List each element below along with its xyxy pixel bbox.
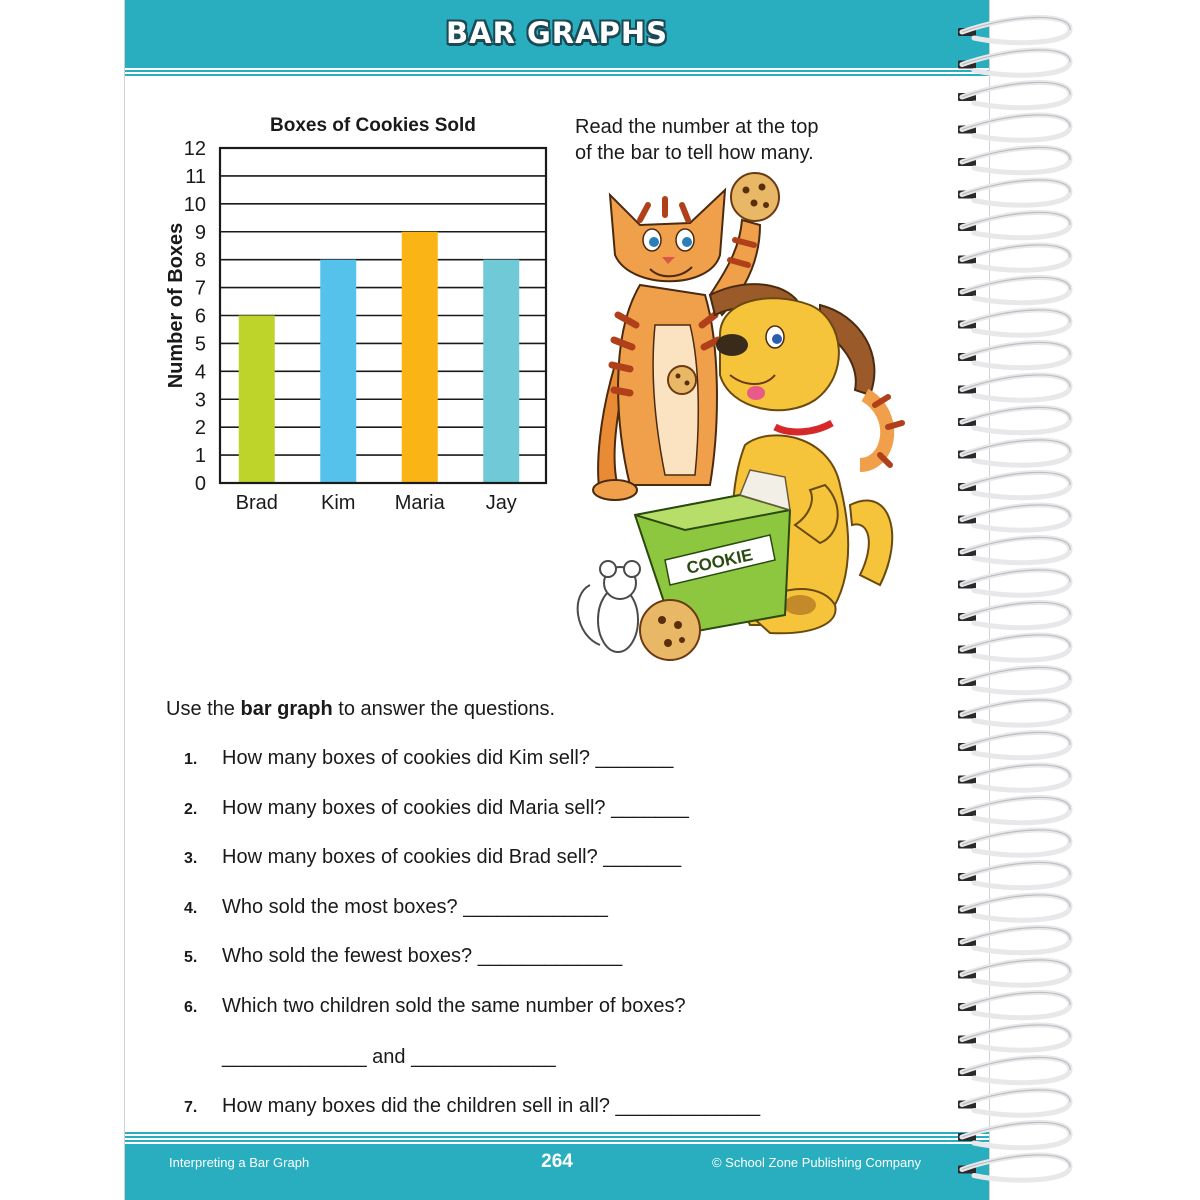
bar-jay bbox=[483, 260, 519, 483]
question-3 bbox=[166, 846, 681, 869]
y-tick-label: 11 bbox=[185, 165, 206, 188]
page-number: 264 bbox=[541, 1151, 573, 1172]
footer-copyright: © School Zone Publishing Company bbox=[711, 1155, 921, 1170]
question-text: Which two children sold the same number of boxes? bbox=[222, 995, 686, 1017]
bar-maria bbox=[402, 232, 438, 483]
binding-coil bbox=[962, 537, 1070, 562]
binding-coil bbox=[962, 765, 1070, 790]
y-tick-label: 10 bbox=[183, 193, 206, 216]
y-tick-label: 0 bbox=[194, 473, 206, 495]
y-tick-label: 5 bbox=[194, 333, 206, 356]
y-tick-label: 12 bbox=[183, 138, 206, 160]
y-tick-label: 9 bbox=[194, 221, 206, 244]
binding-coil bbox=[962, 732, 1070, 757]
y-axis-label: Number of Boxes bbox=[165, 222, 187, 389]
question-5 bbox=[166, 945, 622, 968]
question-text: How many boxes did the children sell in all? _____________ bbox=[222, 1095, 761, 1117]
question-text: How many boxes of cookies did Kim sell? _______ bbox=[222, 747, 674, 769]
x-tick-label: Maria bbox=[394, 492, 445, 514]
binding-coil bbox=[962, 277, 1070, 302]
binding-coil bbox=[962, 1155, 1070, 1180]
x-tick-label: Jay bbox=[485, 492, 517, 514]
question-6 bbox=[166, 995, 686, 1018]
y-tick-label: 8 bbox=[194, 249, 206, 272]
binding-coil bbox=[962, 635, 1070, 660]
binding-coil bbox=[962, 797, 1070, 822]
question-number: 4. bbox=[184, 900, 198, 917]
y-tick-label: 2 bbox=[194, 417, 206, 440]
binding-coil bbox=[962, 212, 1070, 237]
binding-coil bbox=[962, 700, 1070, 725]
question-text: How many boxes of cookies did Maria sell? _______ bbox=[222, 797, 689, 819]
cookie-box-label: COOKIE bbox=[684, 545, 755, 578]
binding-coil bbox=[962, 992, 1070, 1017]
question-number: 3. bbox=[184, 850, 198, 867]
footer-stripes bbox=[125, 1132, 989, 1144]
y-tick-label: 6 bbox=[194, 305, 206, 328]
binding-coil bbox=[962, 472, 1070, 497]
instructions-bold: bar graph bbox=[240, 698, 333, 720]
binding-coil bbox=[962, 927, 1070, 952]
binding-coil bbox=[962, 895, 1070, 920]
question-number: 5. bbox=[184, 949, 198, 966]
binding-coil bbox=[962, 505, 1070, 530]
question-number: 7. bbox=[184, 1099, 198, 1116]
question-6-answer-line: _____________ and _____________ bbox=[222, 1046, 556, 1068]
chart-title: Boxes of Cookies Sold bbox=[270, 115, 476, 136]
y-tick-label: 1 bbox=[194, 445, 206, 468]
binding-coil bbox=[962, 440, 1070, 465]
intro-line-2: of the bar to tell how many. bbox=[575, 142, 814, 164]
page-header bbox=[125, 0, 989, 66]
question-1 bbox=[166, 747, 673, 770]
binding-coil bbox=[962, 342, 1070, 367]
spiral-binding bbox=[952, 0, 1082, 1200]
binding-coil bbox=[962, 147, 1070, 172]
bar-kim bbox=[320, 260, 356, 483]
footer-topic: Interpreting a Bar Graph bbox=[169, 1155, 310, 1170]
bar-brad bbox=[239, 316, 275, 484]
binding-coil bbox=[962, 1057, 1070, 1082]
page-title: BAR GRAPHS bbox=[446, 16, 668, 50]
binding-coil bbox=[962, 1122, 1070, 1147]
question-2 bbox=[166, 797, 689, 820]
binding-coil bbox=[962, 960, 1070, 985]
binding-coil bbox=[962, 862, 1070, 887]
binding-coil bbox=[962, 1090, 1070, 1115]
question-text: Who sold the fewest boxes? _____________ bbox=[222, 945, 623, 967]
question-number: 6. bbox=[184, 999, 198, 1016]
header-stripes bbox=[125, 66, 989, 78]
y-tick-label: 3 bbox=[194, 389, 206, 412]
instructions bbox=[166, 698, 555, 721]
binding-coil bbox=[962, 570, 1070, 595]
question-text: Who sold the most boxes? _____________ bbox=[222, 896, 608, 918]
question-number: 1. bbox=[184, 751, 198, 768]
binding-coil bbox=[962, 407, 1070, 432]
page-footer bbox=[125, 1144, 989, 1200]
y-tick-label: 7 bbox=[194, 277, 206, 300]
cat-dog-mouse-illustration bbox=[570, 165, 910, 670]
instructions-prefix: Use the bbox=[166, 698, 241, 720]
binding-coil bbox=[962, 602, 1070, 627]
y-tick-label: 4 bbox=[194, 361, 206, 384]
x-tick-label: Brad bbox=[235, 492, 278, 514]
binding-coil bbox=[962, 17, 1070, 42]
binding-coil bbox=[962, 375, 1070, 400]
binding-coil bbox=[962, 82, 1070, 107]
binding-coil bbox=[962, 115, 1070, 140]
question-4 bbox=[166, 896, 608, 919]
question-text: How many boxes of cookies did Brad sell? _______ bbox=[222, 846, 682, 868]
binding-coil bbox=[962, 667, 1070, 692]
x-tick-label: Kim bbox=[321, 492, 356, 514]
intro-text bbox=[575, 114, 895, 166]
binding-coil bbox=[962, 310, 1070, 335]
binding-coil bbox=[962, 245, 1070, 270]
question-7 bbox=[166, 1095, 760, 1118]
intro-line-1: Read the number at the top bbox=[575, 116, 819, 138]
binding-coil bbox=[962, 50, 1070, 75]
instructions-suffix: to answer the questions. bbox=[332, 698, 556, 720]
question-number: 2. bbox=[184, 801, 198, 818]
binding-coil bbox=[962, 830, 1070, 855]
bar-chart bbox=[150, 130, 570, 530]
binding-coil bbox=[962, 180, 1070, 205]
binding-coil bbox=[962, 1025, 1070, 1050]
